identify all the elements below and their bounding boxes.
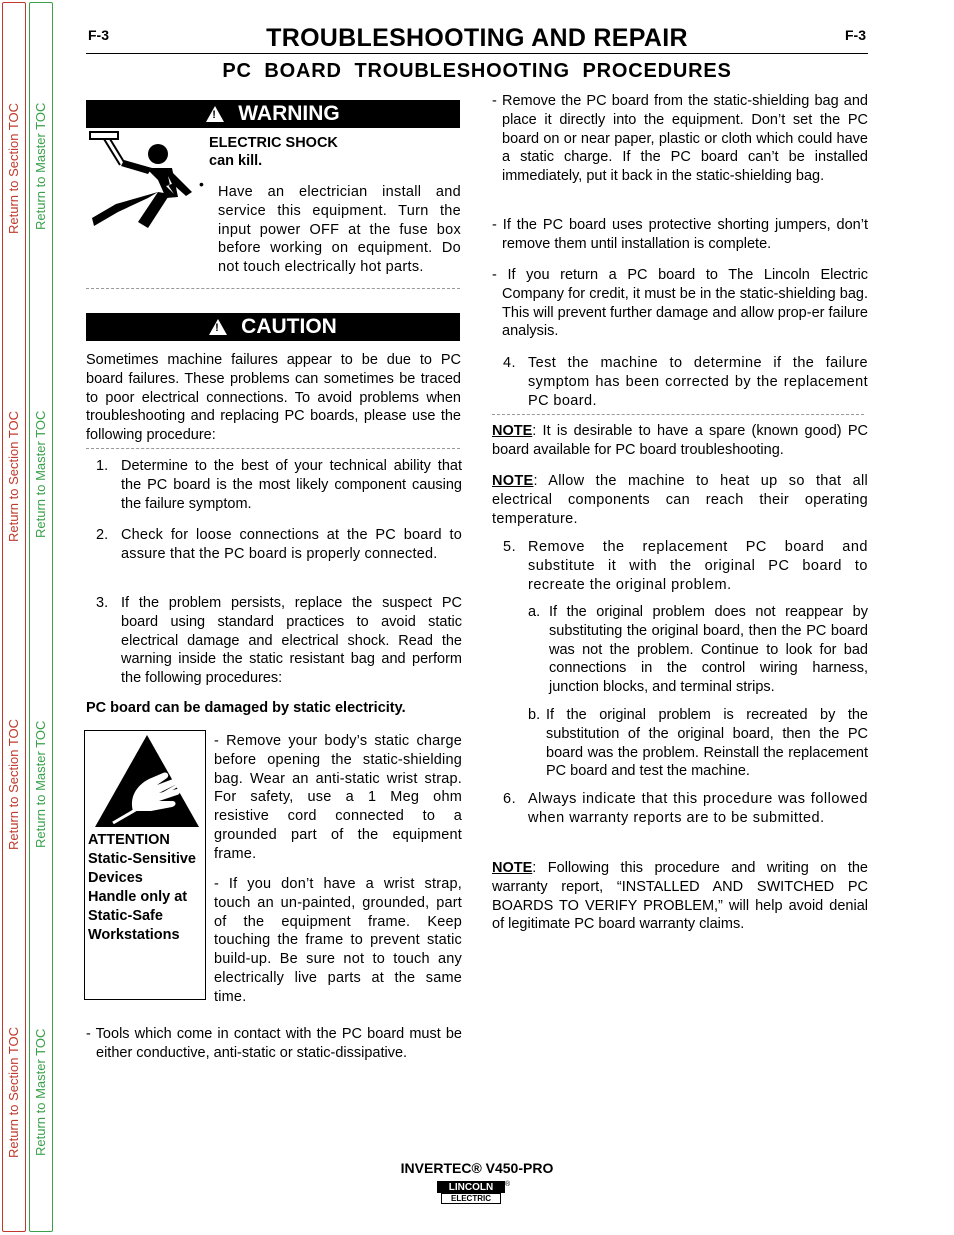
return-section-toc-link-3[interactable]: Return to Section TOC (6, 718, 21, 850)
attention-text: ATTENTION Static-Sensitive Devices Handle only at Static-Safe Workstations (88, 832, 196, 943)
warning-text: Have an electrician install and service this equipment. Turn the input power OFF at the fuse box before working on equipment. Do not touch electrically hot parts. (218, 184, 461, 276)
procedure-step-1: 1. Determine to the best of your technical ability that the PC board is the most likely component causing the failure symptom. (96, 458, 462, 512)
page-subtitle: PC BOARD TROUBLESHOOTING PROCEDURES (222, 60, 732, 82)
caution-banner-label: CAUTION (241, 315, 337, 338)
warning-bullet: • (199, 176, 204, 192)
procedure-step-5a: a. If the original problem does not reappear by substituting the original board, then the PC board was not the problem. Continue to look for bad connections in the control wiring harness, junction blocks, and terminal strips. (528, 604, 868, 696)
procedure-step-5b: b. If the original problem is recreated by the substitution of the original board, then the PC board was the problem. Reinstall the replacement PC board and test the machine. (528, 707, 868, 780)
warning-triangle-icon: ! (206, 106, 224, 122)
note-spare-board: NOTE: It is desirable to have a spare (known good) PC board available for PC board troubleshooting. (492, 423, 868, 458)
page-title: TROUBLESHOOTING AND REPAIR (266, 24, 688, 52)
return-master-toc-link-2[interactable]: Return to Master TOC (33, 410, 48, 538)
return-section-toc-link-4[interactable]: Return to Section TOC (6, 1026, 21, 1158)
dashed-separator (492, 414, 864, 415)
return-master-toc-link-3[interactable]: Return to Master TOC (33, 720, 48, 848)
page-code-right: F-3 (845, 27, 866, 43)
right-bullet-shorting-jumpers: - If the PC board uses protective shorting jumpers, don’t remove them until installation is complete. (492, 217, 868, 252)
caution-banner (86, 313, 460, 341)
right-bullet-remove-board: - Remove the PC board from the static-shielding bag and place it directly into the equipment. Don’t set the PC board on or near paper, plastic or cloth which could have a static charge. If the PC board can’t be installed immediately, put it back in the static-shielding bag. (492, 93, 868, 185)
return-section-toc-link-1[interactable]: Return to Section TOC (6, 102, 21, 234)
static-sensitive-attention-box (84, 730, 206, 1000)
procedure-step-2: 2. Check for loose connections at the PC board to assure that the PC board is properly connected. (96, 527, 462, 562)
footer-model-name: INVERTEC® V450-PRO (400, 1160, 554, 1176)
esd-hand-icon (93, 733, 201, 829)
warning-banner-label: WARNING (238, 102, 340, 125)
tools-bullet: - Tools which come in contact with the PC board must be either conductive, anti-static or static-dissipative. (86, 1026, 462, 1061)
header-rule (86, 53, 868, 54)
note-warranty-report: NOTE: Following this procedure and writing on the warranty report, “INSTALLED AND SWITCHED PC BOARDS TO VERIFY PROBLEM,” will help avoid denial of legitimate PC board warranty claims. (492, 860, 868, 933)
static-warning-heading: PC board can be damaged by static electricity. (86, 700, 406, 716)
dashed-separator (86, 288, 460, 289)
warning-heading: ELECTRIC SHOCK can kill. (209, 135, 338, 169)
right-bullet-return-board: - If you return a PC board to The Lincoln Electric Company for credit, it must be in the static-shielding bag. This will prevent further damage and allow prop-er failure analysis. (492, 267, 868, 340)
caution-intro: Sometimes machine failures appear to be due to PC board failures. These problems can sometimes be traced to poor electrical connections. To avoid problems when troubleshooting and replacing PC boards, please use the following procedure: (86, 352, 461, 444)
dashed-separator (86, 448, 460, 449)
procedure-step-3: 3. If the problem persists, replace the suspect PC board using standard practices to avoid static electrical damage and electrical shock. Read the warning inside the static resistant bag and perform the following procedures: (96, 595, 462, 687)
note-heat-up: NOTE: Allow the machine to heat up so that all electrical components can reach their operating temperature. (492, 473, 868, 527)
return-master-toc-link-4[interactable]: Return to Master TOC (33, 1028, 48, 1156)
procedure-step-6: 6. Always indicate that this procedure was followed when warranty reports are to be submitted. (503, 791, 868, 826)
return-section-toc-link-2[interactable]: Return to Section TOC (6, 410, 21, 542)
procedure-step-5: 5. Remove the replacement PC board and substitute it with the original PC board to recreate the original problem. (503, 539, 868, 593)
electric-shock-icon (88, 122, 203, 234)
return-master-toc-link-1[interactable]: Return to Master TOC (33, 102, 48, 230)
static-bullet-no-wrist-strap: - If you don’t have a wrist strap, touch an un-painted, grounded, part of the equipment frame. Keep touching the frame to prevent static build-up. Be sure not to touch any electrically live parts at the same time. (214, 876, 462, 1005)
procedure-step-4: 4. Test the machine to determine if the failure symptom has been corrected by the replacement PC board. (503, 355, 868, 409)
static-bullet-remove-charge: - Remove your body’s static charge before opening the static-shielding bag. Wear an anti-static wrist strap. For safety, use a 1 Meg ohm resistive cord connected to a grounded part of the equipment frame. (214, 733, 462, 862)
page-code-left: F-3 (88, 27, 109, 43)
caution-triangle-icon: ! (209, 319, 227, 335)
lincoln-electric-logo: LINCOLN ELECTRIC ® (437, 1181, 514, 1205)
